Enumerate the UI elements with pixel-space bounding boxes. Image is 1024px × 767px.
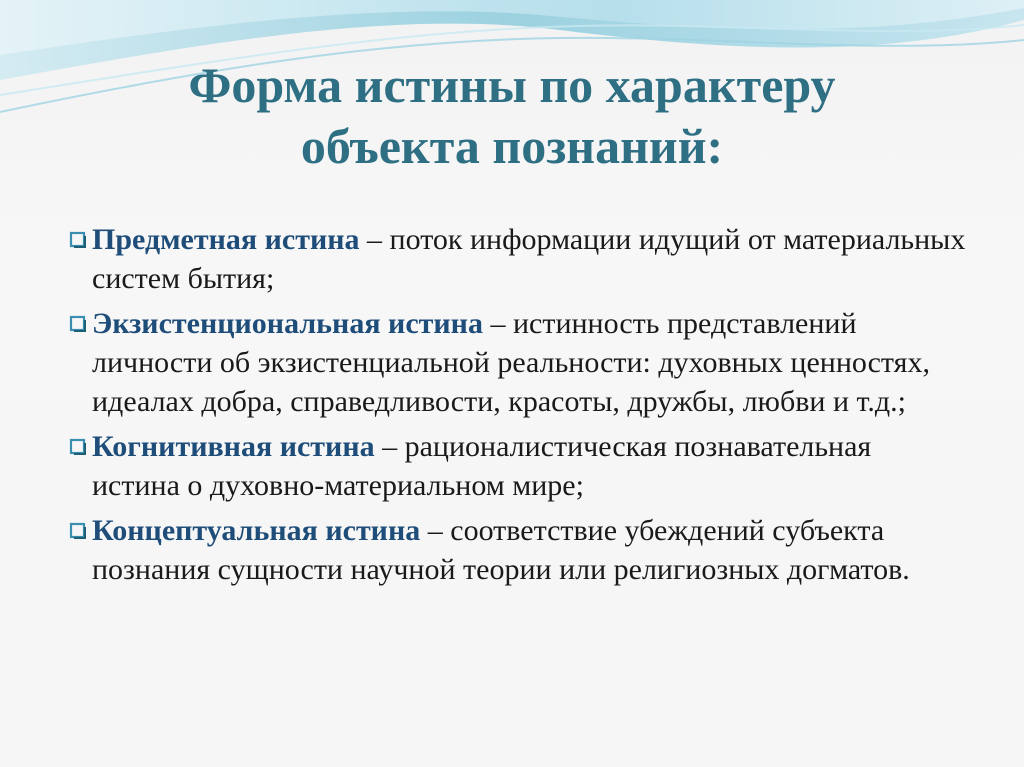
bullet-text: – соответствие убеждений субъекта познания сущности научной теории или религиозных догматов.: [92, 514, 910, 586]
hollow-square-bullet-icon: [68, 314, 88, 334]
hollow-square-bullet-icon: [68, 437, 88, 457]
bullet-text: – истинность представлений личности об экзистенциальной реальности: духовных ценностях, идеалах добра, справедливости, красоты, дружбы, любви и т.д.;: [92, 307, 930, 418]
bullet-list: [66, 220, 966, 595]
bullet-term: Концептуальная истина: [92, 514, 421, 547]
bullet-term: Когнитивная истина: [92, 430, 375, 463]
list-item: [66, 220, 966, 298]
bullet-text: – поток информации идущий от материальных систем бытия;: [92, 223, 966, 295]
title-line-1: Форма истины по характеру: [188, 57, 836, 113]
list-item: [66, 427, 966, 505]
page-title: [60, 55, 964, 177]
hollow-square-bullet-icon: [68, 230, 88, 250]
title-line-2: объекта познаний:: [300, 118, 724, 174]
list-item: [66, 511, 966, 589]
bullet-term: Предметная истина: [92, 223, 360, 256]
hollow-square-bullet-icon: [68, 521, 88, 541]
list-item: [66, 304, 966, 421]
bullet-term: Экзистенциональная истина: [92, 307, 483, 340]
bullet-text: – рационалистическая познавательная истина о духовно-материальном мире;: [92, 430, 872, 502]
